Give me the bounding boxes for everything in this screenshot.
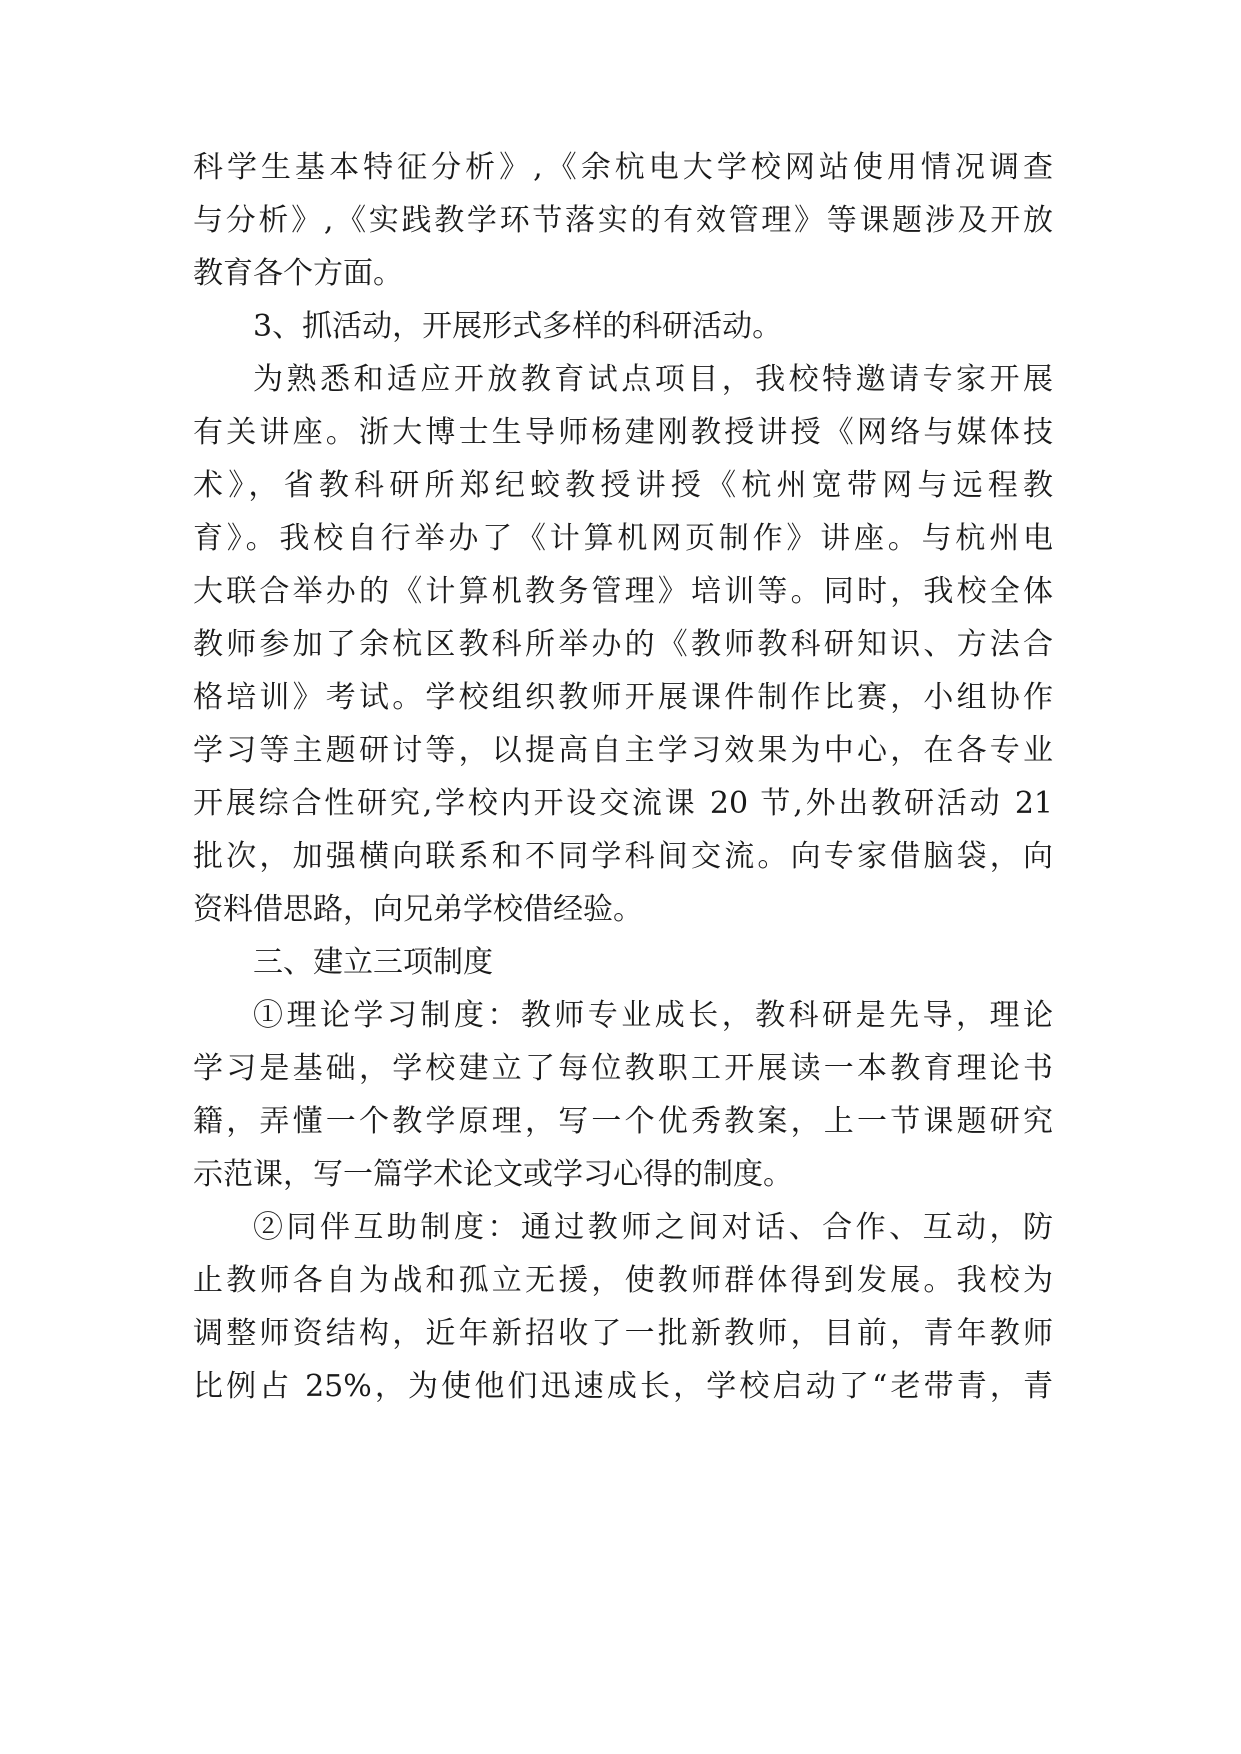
text-line: 学习等主题研讨等，以提高自主学习效果为中心，在各专业 — [193, 733, 1053, 768]
text-line: 教育各个方面。 — [193, 256, 403, 291]
text-line: 术》，省教科研所郑纪蛟教授讲授《杭州宽带网与远程教 — [193, 468, 1053, 503]
section-heading: 3、抓活动，开展形式多样的科研活动。 — [253, 309, 783, 344]
text-line: 示范课，写一篇学术论文或学习心得的制度。 — [193, 1157, 793, 1192]
text-line: 调整师资结构，近年新招收了一批新教师，目前，青年教师 — [193, 1316, 1053, 1351]
text-line: 与分析》,《实践教学环节落实的有效管理》等课题涉及开放 — [193, 203, 1053, 238]
text-line: 批次，加强横向联系和不同学科间交流。向专家借脑袋，向 — [193, 839, 1053, 874]
text-line: 籍，弄懂一个教学原理，写一个优秀教案，上一节课题研究 — [193, 1104, 1053, 1139]
text-line: 大联合举办的《计算机教务管理》培训等。同时，我校全体 — [193, 574, 1053, 609]
text-line: 格培训》考试。学校组织教师开展课件制作比赛，小组协作 — [193, 680, 1053, 715]
text-line: 育》。我校自行举办了《计算机网页制作》讲座。与杭州电 — [193, 521, 1053, 556]
text-line: 为熟悉和适应开放教育试点项目，我校特邀请专家开展 — [253, 362, 1053, 397]
text-line: 比例占 25%，为使他们迅速成长，学校启动了“老带青，青 — [193, 1369, 1053, 1404]
text-line: 有关讲座。浙大博士生导师杨建刚教授讲授《网络与媒体技 — [193, 415, 1053, 450]
text-line: ②同伴互助制度：通过教师之间对话、合作、互动，防 — [253, 1210, 1053, 1245]
text-line: ①理论学习制度：教师专业成长，教科研是先导，理论 — [253, 998, 1053, 1033]
text-line: 教师参加了余杭区教科所举办的《教师教科研知识、方法合 — [193, 627, 1053, 662]
section-heading: 三、建立三项制度 — [253, 945, 493, 980]
text-line: 止教师各自为战和孤立无援，使教师群体得到发展。我校为 — [193, 1263, 1053, 1298]
text-line: 科学生基本特征分析》,《余杭电大学校网站使用情况调查 — [193, 150, 1053, 185]
text-line: 学习是基础，学校建立了每位教职工开展读一本教育理论书 — [193, 1051, 1053, 1086]
text-line: 资料借思路，向兄弟学校借经验。 — [193, 892, 643, 927]
text-line: 开展综合性研究,学校内开设交流课 20 节,外出教研活动 21 — [193, 786, 1053, 821]
